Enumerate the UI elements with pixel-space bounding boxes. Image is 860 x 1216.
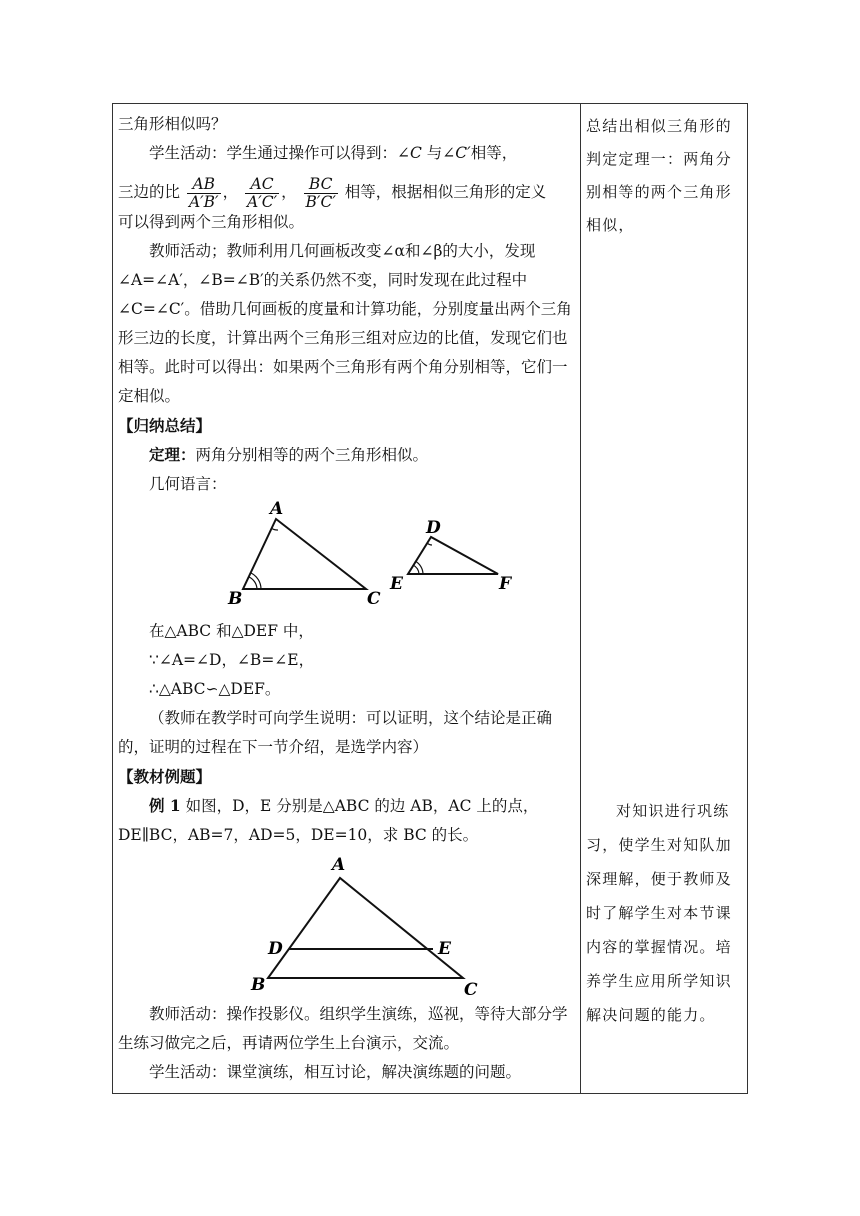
label-d: D <box>268 939 283 959</box>
theorem: 定理：两角分别相等的两个三角形相似。 <box>149 445 429 464</box>
section-heading-example: 【教材例题】 <box>118 767 212 786</box>
example-figure <box>118 850 574 1000</box>
fraction-bc: $\frac{BC}{B'C'}$ <box>305 174 336 211</box>
student-activity-2: 学生活动：课堂演练，相互讨论，解决演练题的问题。 <box>149 1063 522 1081</box>
label-e: E <box>438 939 451 959</box>
teacher-activity-1: 教师活动；教师利用几何画板改变∠α和∠β的大小，发现∠A=∠A′，∠B=∠B′的关系仍然不变，同时发现在此过程中∠C=∠C′。借助几何画板的度量和计算功能，分别度量出两个三角形三边的长度，计算出两个三角形三组对应边的比值，发现它们也相等。此时可以得出：如果两个三角形有两个角分别相等，它们一定相似。 <box>118 242 572 405</box>
side-note-1: 总结出相似三角形的判定定理一：两角分别相等的两个三角形相似， <box>586 117 732 234</box>
label-c: C <box>464 980 478 1000</box>
label-d: D <box>426 518 441 538</box>
proof-line-2: ∵∠A=∠D，∠B=∠E， <box>149 651 315 669</box>
student-activity-1: 学生活动：学生通过操作可以得到：∠C 与∠C′相等， <box>149 144 518 162</box>
triangle-diagram <box>118 499 574 617</box>
label-c: C <box>367 589 381 609</box>
label-b: B <box>251 975 266 995</box>
label-f: F <box>499 574 512 594</box>
triangle-abc-example <box>268 878 463 978</box>
section-heading-summary: 【归纳总结】 <box>118 416 212 435</box>
example-triangle-diagram <box>118 850 574 1000</box>
triangle-abc <box>243 519 366 589</box>
angle-mark-b2 <box>251 573 261 589</box>
ratio-line: 三边的比 $\frac{AB}{A'B'}$ ， $\frac{AC}{A'C'}$ ， $\frac{BC}{B'C'}$ 相等，根据相似三角形的定义 <box>118 174 547 211</box>
proof-line-3: ∴△ABC∽△DEF。 <box>149 680 281 698</box>
label-b: B <box>228 589 243 609</box>
label-e: E <box>390 574 403 594</box>
side-note-2: 对知识进行巩练习，使学生对知队加深理解，便于教师及时了解学生对本节课内容的掌握情况。培养学生应用所学知识解决问题的能力。 <box>586 802 732 1024</box>
teacher-note: （教师在教学时可向学生说明：可以证明，这个结论是正确的，证明的过程在下一节介绍，是选学内容） <box>118 709 553 756</box>
label-a: A <box>332 855 346 875</box>
angle-mark-d <box>427 543 432 545</box>
example-1: 例 1 如图，D，E 分别是△ABC 的边 AB，AC 上的点，DE∥BC，AB=7，AD=5，DE=10，求 BC 的长。 <box>118 796 539 844</box>
fraction-ab: $\frac{AB}{A'B'}$ <box>188 174 219 211</box>
teacher-activity-2: 教师活动：操作投影仪。组织学生演练，巡视，等待大部分学生练习做完之后，再请两位学生上台演示，交流。 <box>118 1005 568 1052</box>
column-divider <box>580 104 581 1093</box>
text-line: 三角形相似吗？ <box>118 115 227 133</box>
geometry-language-label: 几何语言： <box>149 475 227 493</box>
text-line: 可以得到两个三角形相似。 <box>118 213 305 231</box>
label-a: A <box>270 499 284 519</box>
triangles-figure <box>118 499 574 617</box>
proof-line-1: 在△ABC 和△DEF 中， <box>149 622 314 640</box>
lesson-table <box>112 103 748 1094</box>
fraction-ac: $\frac{AC}{A'C'}$ <box>247 174 278 211</box>
angle-mark-b1 <box>249 577 257 589</box>
main-column <box>118 110 574 1087</box>
